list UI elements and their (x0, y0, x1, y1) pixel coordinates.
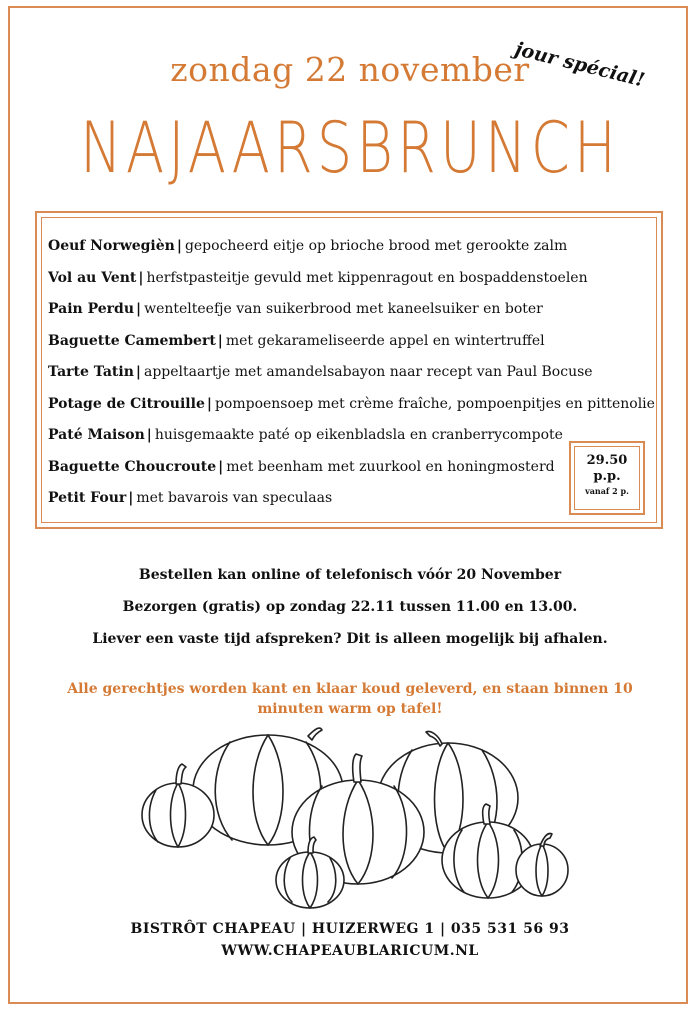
separator: | (176, 238, 182, 254)
menu-item (48, 231, 668, 263)
dish-description: herfstpasteitje gevuld met kippenragout en bospaddenstoelen (146, 269, 588, 286)
delivery-info: Bezorgen (gratis) op zondag 22.11 tussen 11.00 en 13.00. (122, 599, 578, 615)
dish-description: appeltaartje met amandelsabayon naar recept van Paul Bocuse (143, 364, 593, 380)
separator: | (217, 332, 223, 349)
footer (0, 918, 700, 962)
delivery-promise: Alle gerechtjes worden kant en klaar koud geleverd, en staan binnen 10 minuten warm op tafel! (67, 681, 633, 717)
menu-item (48, 389, 668, 421)
event-date: zondag 22 november (170, 50, 530, 89)
dish-name: Pain Perdu (48, 301, 134, 317)
order-deadline: Bestellen kan online of telefonisch vóór 20 November (138, 567, 562, 583)
dish-name: Baguette Choucroute (48, 458, 217, 475)
price-note: vanaf 2 p. (585, 486, 629, 496)
separator: | (218, 458, 224, 475)
separator: | (135, 364, 141, 380)
dish-description: huisgemaakte paté op eikenbladsla en cranberrycompote (154, 427, 563, 443)
menu-item (48, 326, 668, 358)
menu-item (48, 357, 668, 389)
page-title: NAJAARSBRUNCH (79, 108, 621, 190)
dish-name: Paté Maison (48, 427, 145, 443)
separator: | (206, 395, 212, 412)
dish-name: Vol au Vent (48, 269, 137, 286)
price-unit: p.p. (593, 469, 621, 484)
separator: | (136, 301, 142, 317)
restaurant-website[interactable]: WWW.CHAPEAUBLARICUM.NL (221, 943, 479, 959)
separator: | (128, 490, 134, 506)
dish-description: met beenham met zuurkool en honingmosterd (226, 458, 555, 475)
dish-name: Tarte Tatin (48, 364, 134, 380)
dish-name: Petit Four (48, 490, 127, 506)
separator: | (146, 427, 152, 443)
dish-description: wentelteefje van suikerbrood met kaneelsuiker en boter (144, 301, 543, 317)
price-amount: 29.50 (586, 453, 628, 468)
pumpkins-icon (130, 720, 570, 915)
price-box-inner-border (574, 446, 640, 510)
dish-description: met bavarois van speculaas (136, 490, 333, 506)
order-info (0, 559, 700, 655)
tagline: jour spécial! (512, 38, 647, 92)
restaurant-address: BISTRÔT CHAPEAU | HUIZERWEG 1 | 035 531 56 93 (130, 921, 570, 937)
dish-name: Oeuf Norwegièn (48, 238, 175, 254)
menu-item (48, 263, 668, 295)
dish-name: Baguette Camembert (48, 332, 216, 349)
dish-name: Potage de Citrouille (48, 395, 205, 412)
dish-description: pompoensoep met crème fraîche, pompoenpitjes en pittenolie (214, 395, 655, 412)
price-box (569, 441, 645, 515)
separator: | (138, 269, 144, 286)
menu-item (48, 294, 668, 326)
dish-description: met gekarameliseerde appel en wintertruffel (225, 332, 545, 349)
pickup-info: Liever een vaste tijd afspreken? Dit is alleen mogelijk bij afhalen. (92, 631, 608, 647)
dish-description: gepocheerd eitje op brioche brood met gerookte zalm (184, 238, 568, 254)
